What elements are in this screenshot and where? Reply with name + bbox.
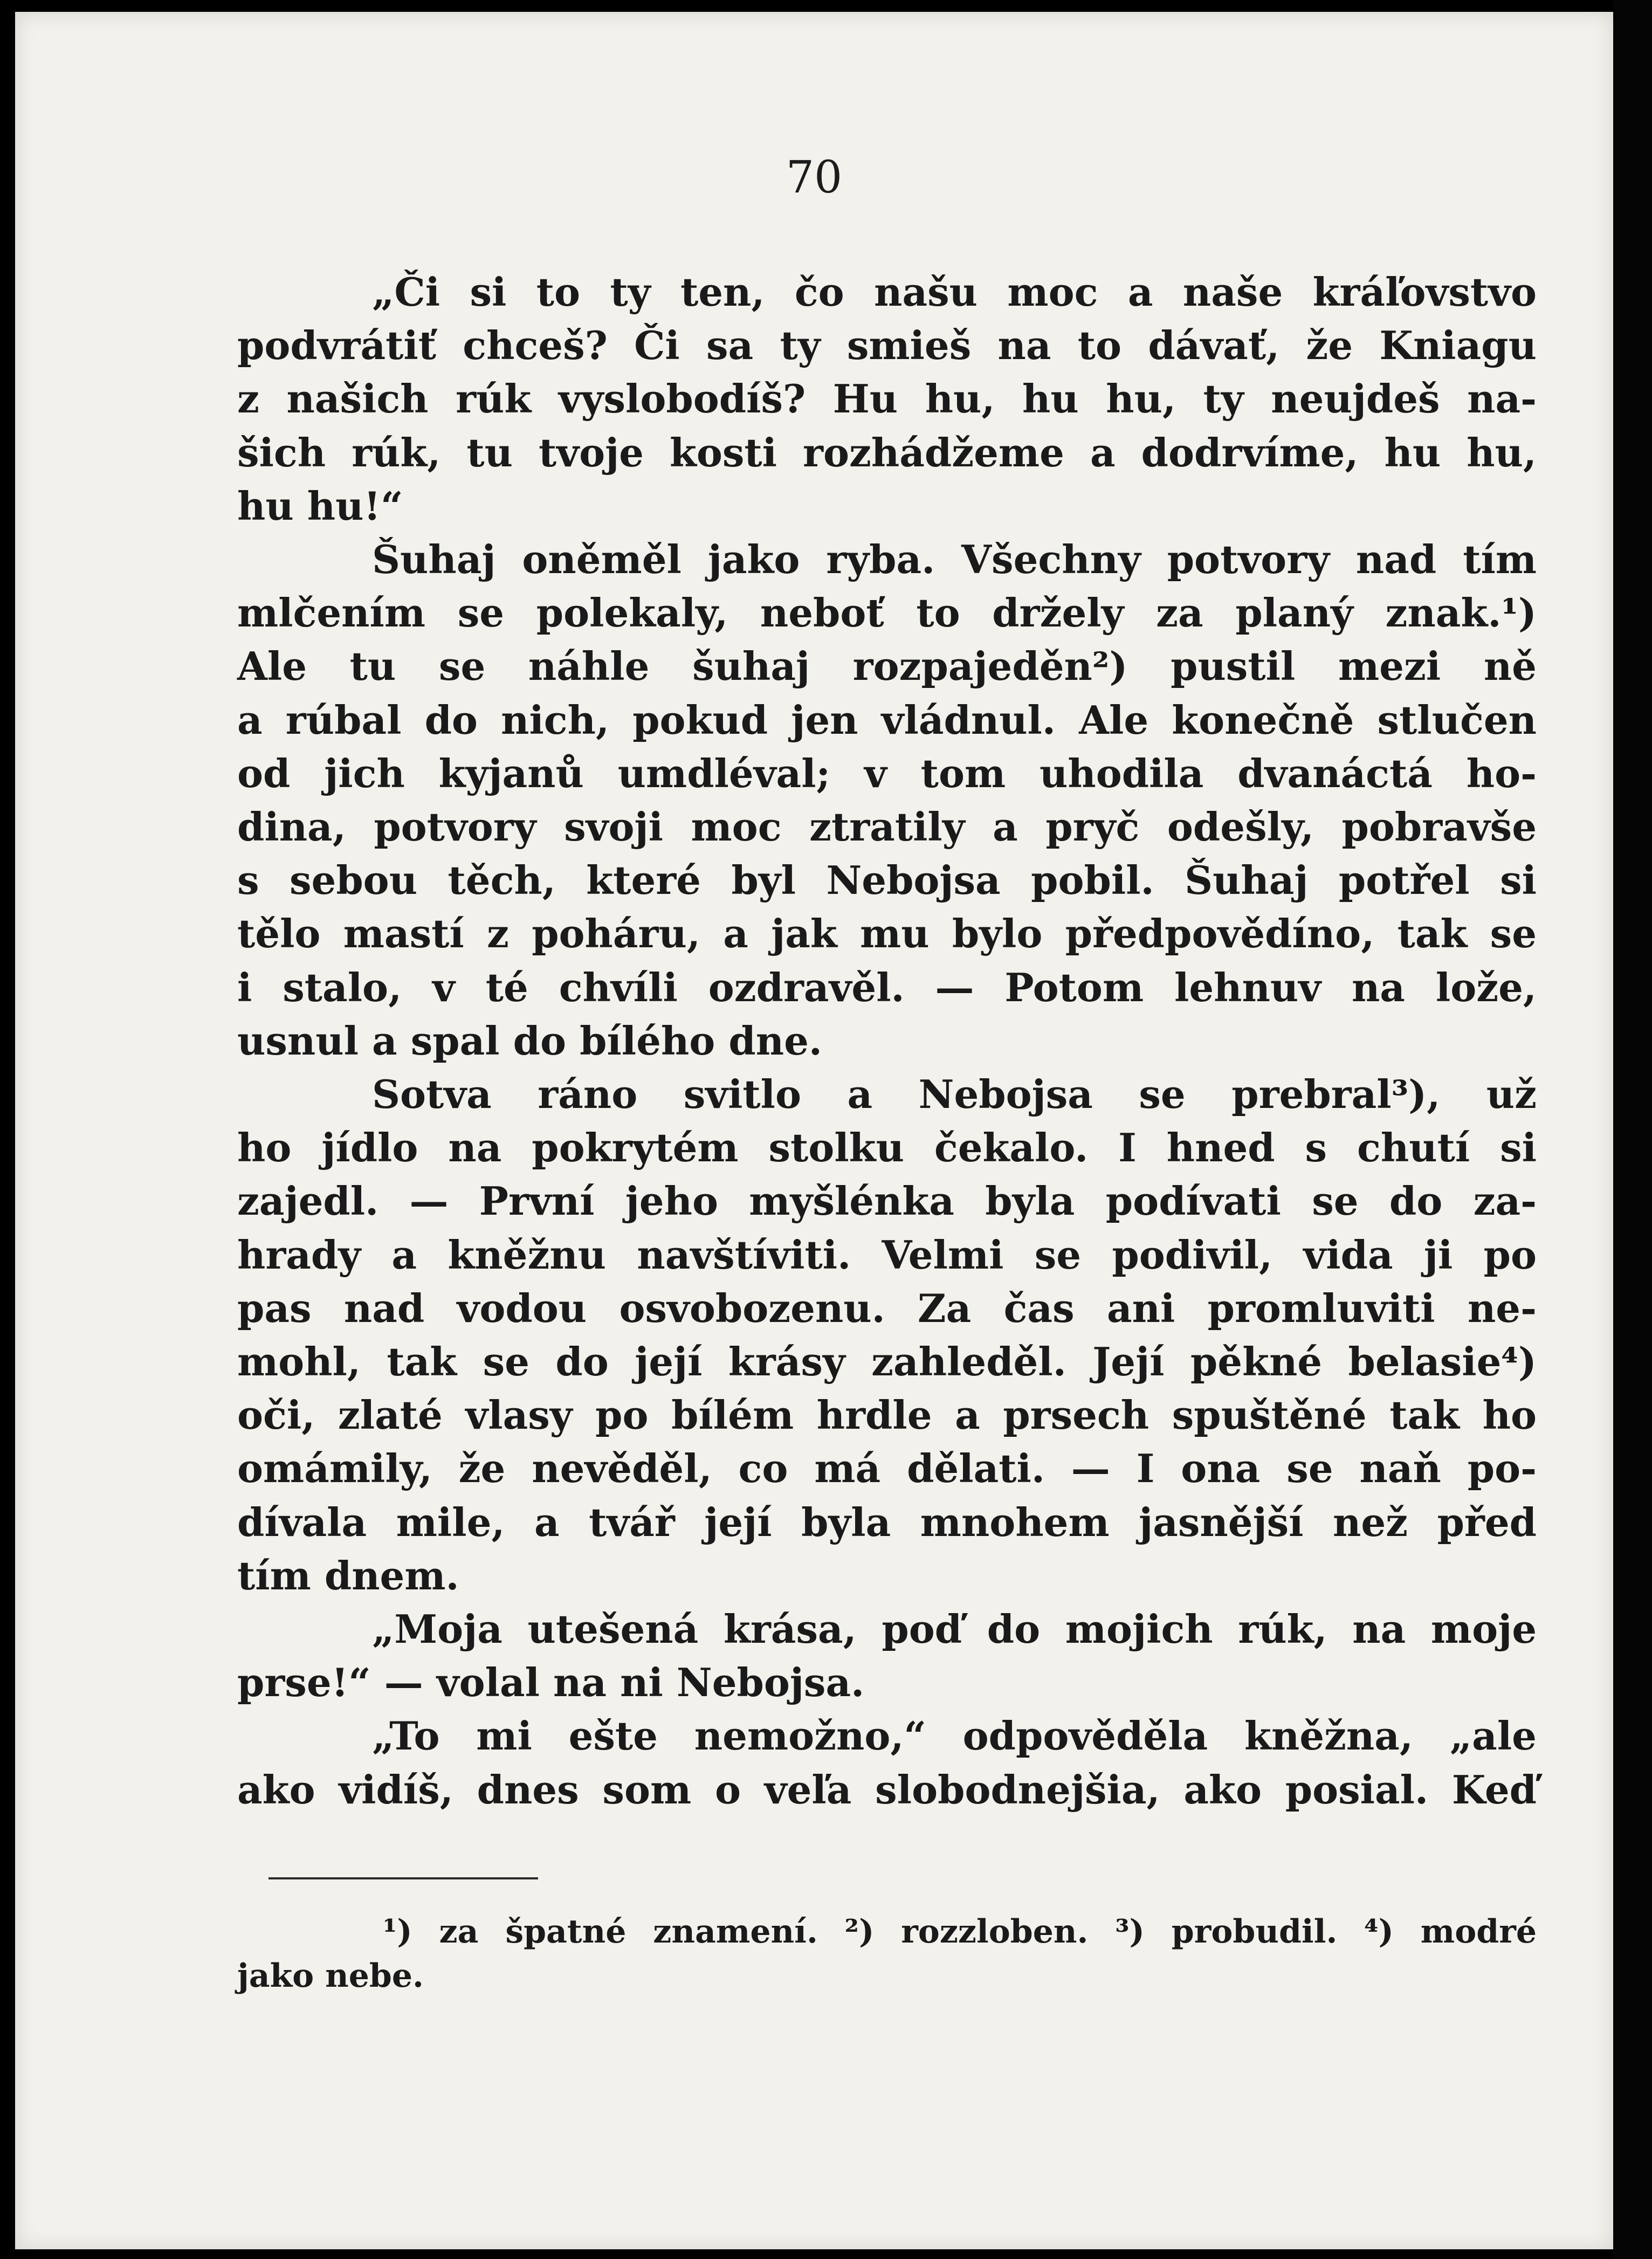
paragraph-2 [237,533,1537,1067]
text-line: s sebou těch, které byl Nebojsa pobil. Šuhaj potřel si [237,857,1537,904]
text-line: „Či si to ty ten, čo našu moc a naše kráľovstvo [372,269,1537,315]
text-line: ako vidíš, dnes som o veľa slobodnejšia, ako posial. Keď [237,1766,1537,1813]
text-line: i stalo, v té chvíli ozdravěl. — Potom lehnuv na lože, [237,964,1537,1010]
text-line: zajedl. — První jeho myšlénka byla podívati se do za- [237,1178,1537,1224]
book-page [15,12,1613,2249]
text-line: tělo mastí z poháru, a jak mu bylo předpovědíno, tak se [237,911,1537,957]
paragraph-1 [237,265,1537,533]
text-line: Sotva ráno svitlo a Nebojsa se prebral³), už [372,1071,1537,1118]
text-line: hu hu!“ [237,483,403,529]
text-line: mohl, tak se do její krásy zahleděl. Její pěkné belasie⁴) [237,1339,1537,1385]
text-line: od jich kyjanů umdléval; v tom uhodila dvanáctá ho- [237,750,1537,796]
text-line: prse!“ — volal na ni Nebojsa. [237,1659,865,1706]
paragraph-5 [237,1709,1537,1816]
text-line: Šuhaj oněměl jako ryba. Všechny potvory nad tím [372,536,1537,583]
footnote-line: jako nebe. [237,1957,424,1995]
text-line: z našich rúk vyslobodíš? Hu hu, hu hu, ty neujdeš na- [237,376,1537,422]
paragraph-4 [237,1602,1537,1709]
text-line: „To mi ešte nemožno,“ odpověděla kněžna, „ale [372,1713,1537,1759]
text-line: šich rúk, tu tvoje kosti rozhádžeme a dodrvíme, hu hu, [237,429,1537,476]
scan-border [1613,0,1652,2259]
text-line: Ale tu se náhle šuhaj rozpajeděn²) pustil mezi ně [237,643,1537,690]
page-number: 70 [786,152,843,203]
body-text [237,265,1537,1816]
footnote-divider [269,1877,538,1879]
text-line: tím dnem. [237,1552,459,1599]
text-line: mlčením se polekaly, neboť to držely za planý znak.¹) [237,590,1537,636]
text-line: dina, potvory svoji moc ztratily a pryč odešly, pobravše [237,804,1537,850]
paragraph-3 [237,1067,1537,1602]
text-line: pas nad vodou osvobozenu. Za čas ani promluviti ne- [237,1285,1537,1331]
footnote-line: ¹) za špatné znamení. ²) rozzloben. ³) probudil. ⁴) modré [383,1913,1537,1951]
text-line: „Moja utešená krása, poď do mojich rúk, na moje [372,1606,1537,1652]
footnotes [237,1910,1537,1998]
text-line: omámily, že nevěděl, co má dělati. — I ona se naň po- [237,1445,1537,1492]
text-line: a rúbal do nich, pokud jen vládnul. Ale konečně stlučen [237,697,1537,743]
text-line: ho jídlo na pokrytém stolku čekalo. I hned s chutí si [237,1125,1537,1171]
text-line: usnul a spal do bílého dne. [237,1017,822,1064]
text-line: hrady a kněžnu navštíviti. Velmi se podivil, vida ji po [237,1231,1537,1278]
text-line: dívala mile, a tvář její byla mnohem jasnější než před [237,1499,1537,1545]
text-line: podvrátiť chceš? Či sa ty smieš na to dávať, že Kniagu [237,322,1537,369]
text-line: oči, zlaté vlasy po bílém hrdle a prsech spuštěné tak ho [237,1392,1537,1438]
